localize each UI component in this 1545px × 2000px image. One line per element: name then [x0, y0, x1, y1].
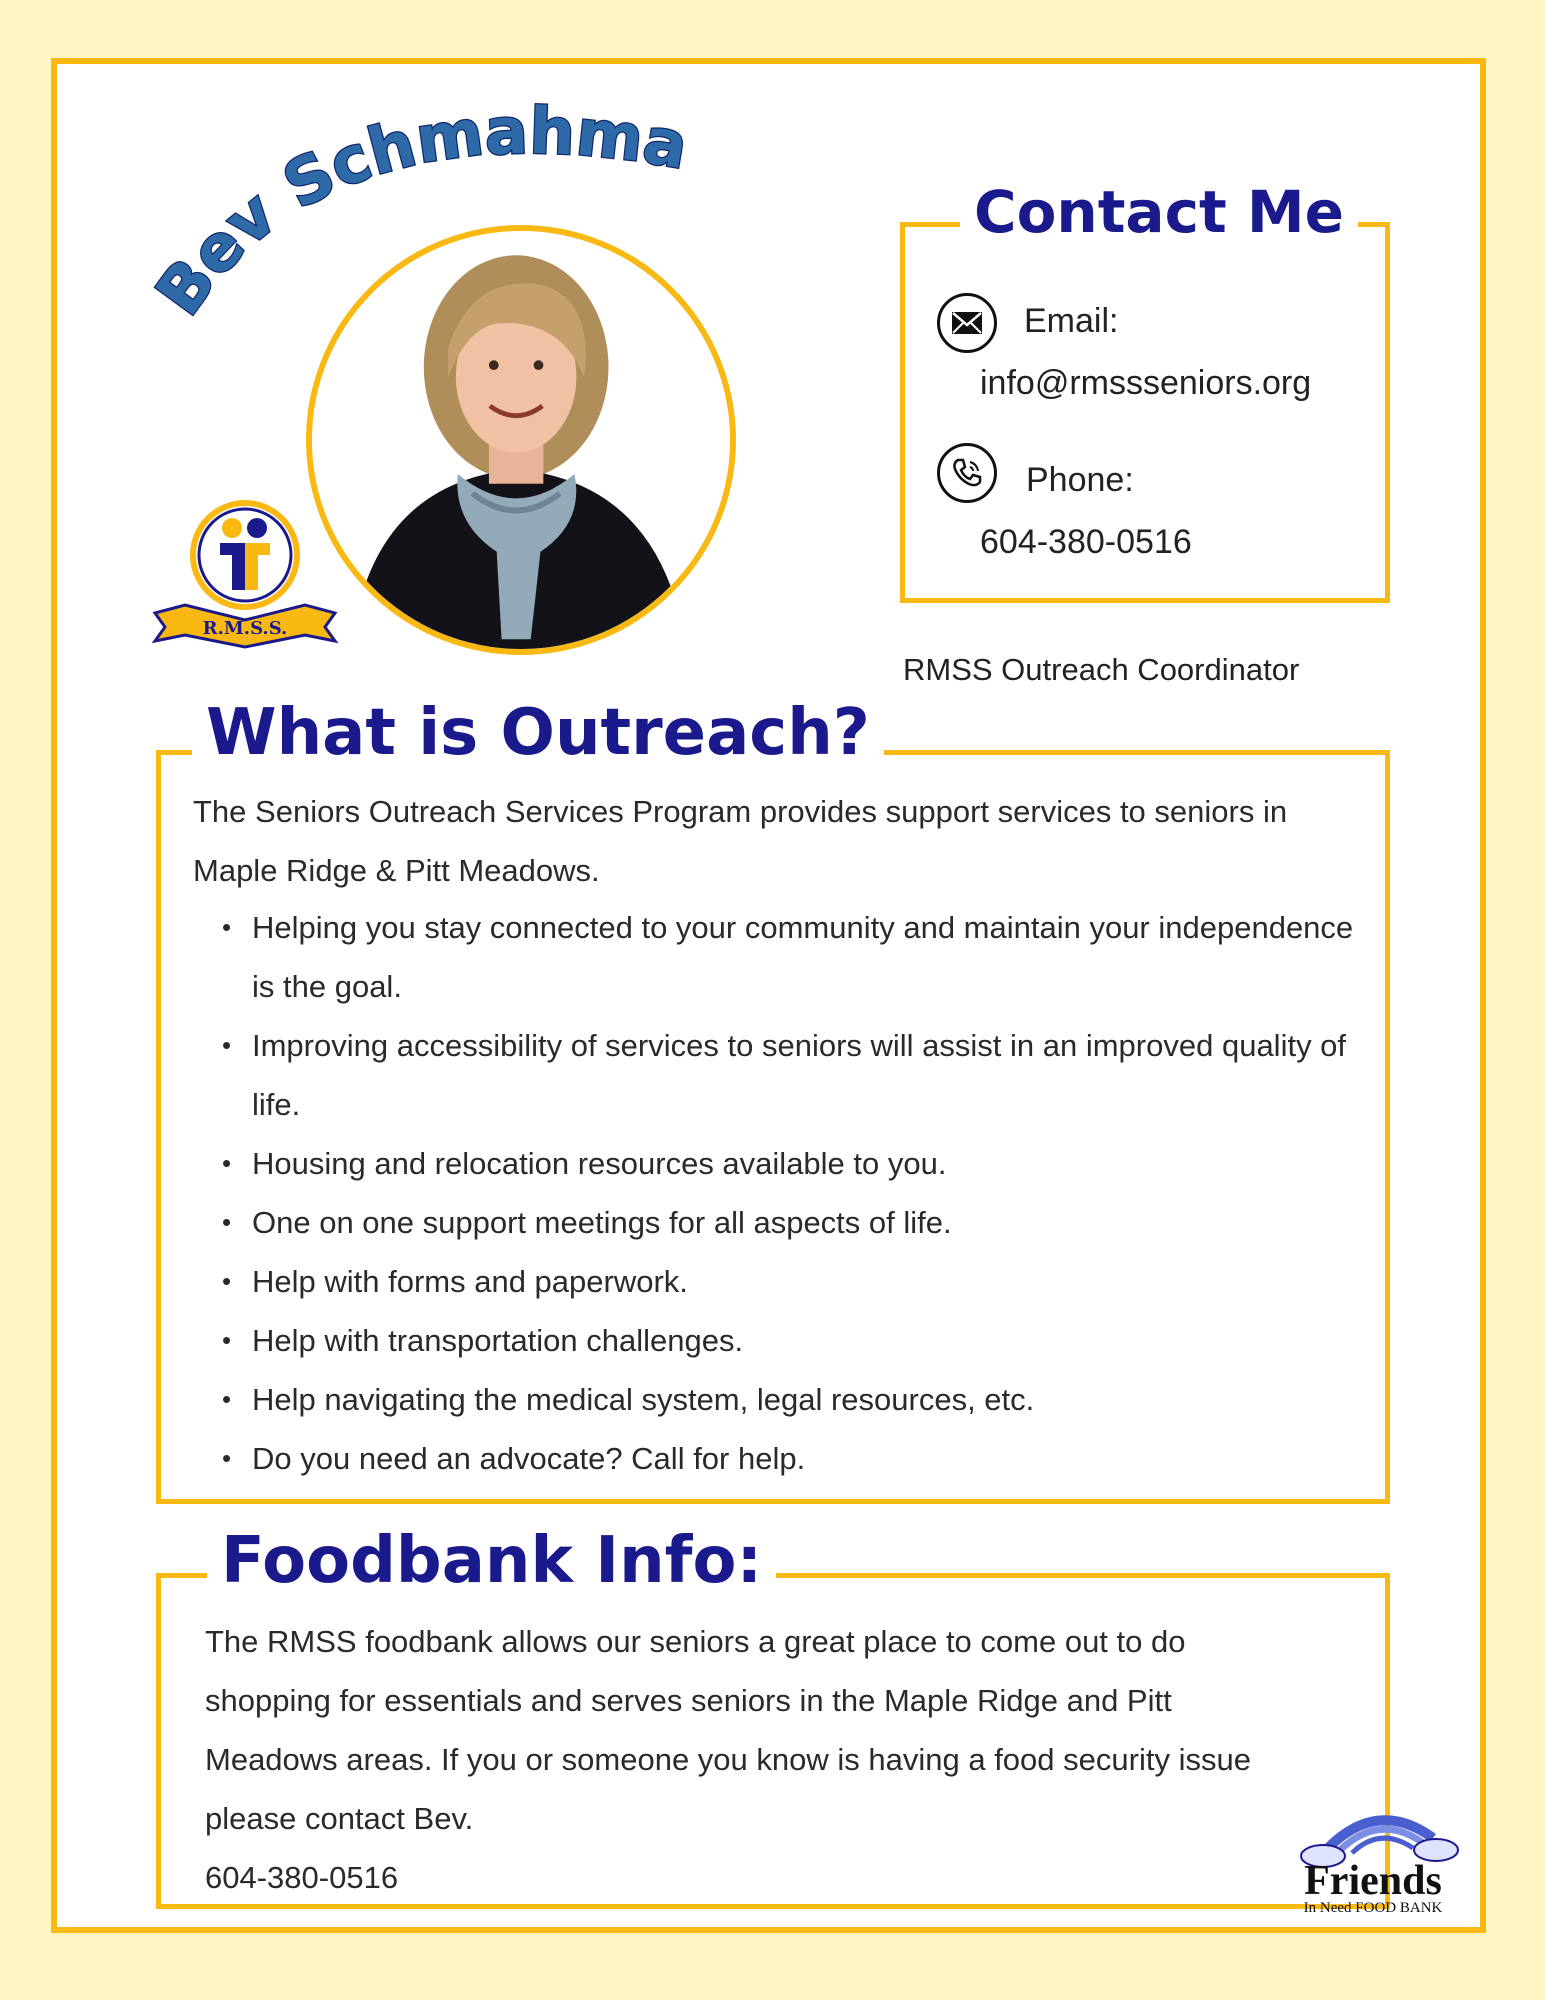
- friends-logo-title: Friends: [1304, 1858, 1442, 1904]
- portrait-photo: [306, 225, 736, 655]
- outreach-bullet: • Helping you stay connected to your community and maintain your independence is the goal.: [222, 898, 1372, 1016]
- person-illustration: [312, 231, 730, 649]
- phone-label: Phone:: [1026, 461, 1134, 499]
- friends-in-need-logo: [1268, 1798, 1468, 1918]
- foodbank-title: Foodbank Info:: [207, 1524, 776, 1598]
- outreach-bullet: • One on one support meetings for all aspects of life.: [222, 1193, 1372, 1252]
- outreach-title: What is Outreach?: [192, 696, 884, 770]
- envelope-icon: [937, 293, 997, 353]
- outreach-bullet: • Help with transportation challenges.: [222, 1311, 1372, 1370]
- email-label: Email:: [1024, 302, 1119, 340]
- outreach-intro: The Seniors Outreach Services Program provides support services to seniors in Maple Ridge & Pitt Meadows.: [193, 794, 1288, 888]
- foodbank-text-block: [205, 1612, 1275, 1907]
- foodbank-phone[interactable]: 604-380-0516: [205, 1860, 399, 1895]
- phone-value[interactable]: 604-380-0516: [980, 523, 1192, 561]
- outreach-bullet-list: [222, 898, 1372, 1488]
- outreach-bullet: • Improving accessibility of services to seniors will assist in an improved quality of life.: [222, 1016, 1372, 1134]
- rmss-banner-text: R.M.S.S.: [202, 618, 288, 639]
- outreach-bullet: • Help with forms and paperwork.: [222, 1252, 1372, 1311]
- outreach-bullet: • Housing and relocation resources available to you.: [222, 1134, 1372, 1193]
- phone-icon: [937, 443, 997, 503]
- email-value[interactable]: info@rmssseniors.org: [980, 364, 1312, 402]
- person-role: RMSS Outreach Coordinator: [903, 652, 1300, 687]
- rmss-logo: [150, 495, 340, 665]
- outreach-bullet: • Do you need an advocate? Call for help.: [222, 1429, 1372, 1488]
- person-name: Bev Schmahmann: [107, 2, 693, 329]
- contact-title: Contact Me: [960, 178, 1358, 246]
- friends-logo-subtitle: In Need FOOD BANK: [1303, 1900, 1443, 1916]
- foodbank-description: The RMSS foodbank allows our seniors a great place to come out to do shopping for essentials and serves seniors in the Maple Ridge and Pitt Meadows areas. If you or someone you know is having a food security issue please contact Bev.: [205, 1624, 1251, 1836]
- outreach-bullet: • Help navigating the medical system, legal resources, etc.: [222, 1370, 1372, 1429]
